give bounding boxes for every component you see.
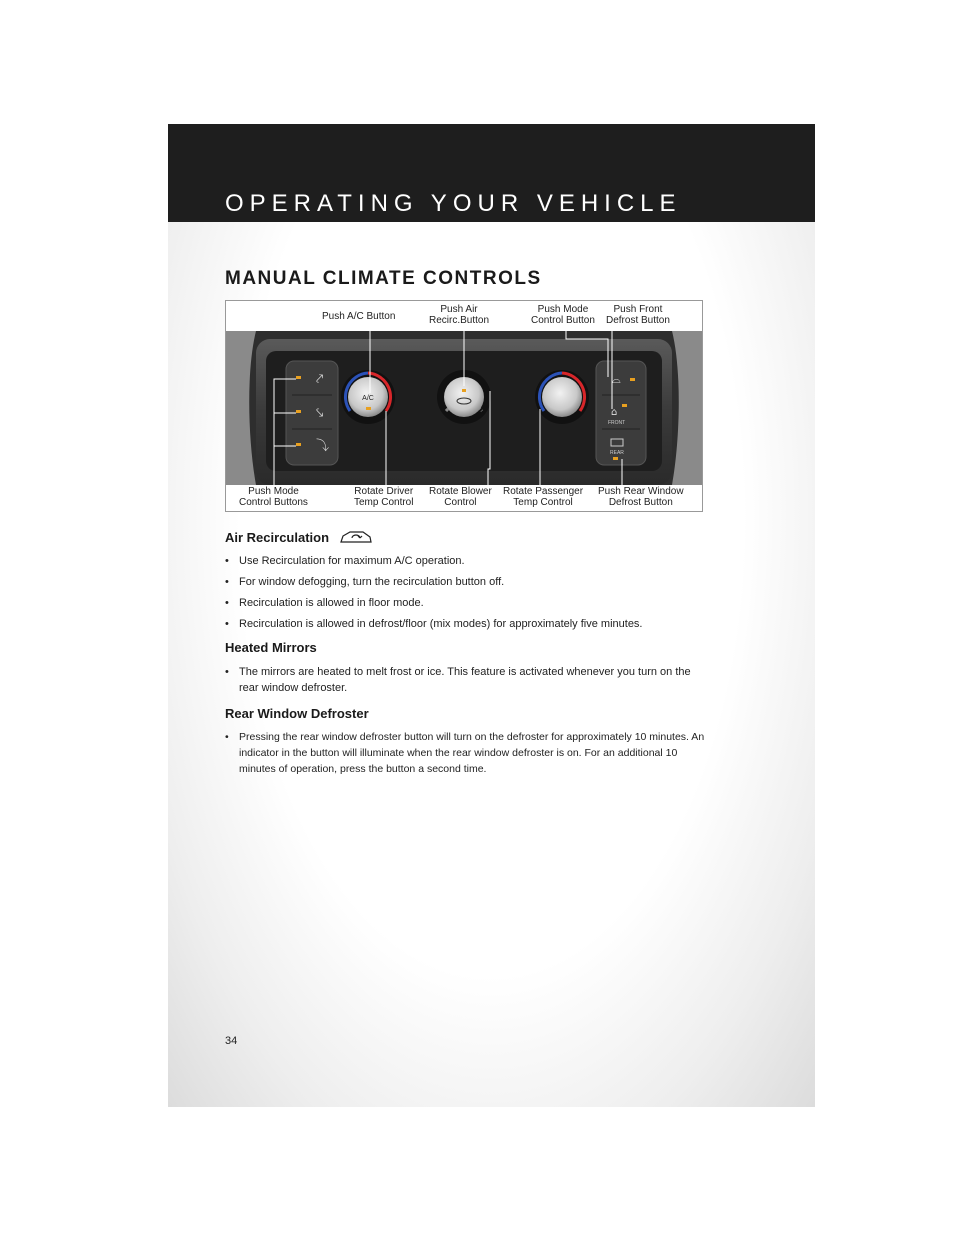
svg-text:A/C: A/C — [362, 395, 374, 402]
rear-window-defroster-list — [225, 729, 705, 777]
label-rotate-blower: Rotate Blower Control — [429, 486, 492, 508]
list-item: • Recirculation is allowed in floor mode. — [225, 595, 705, 611]
header-title: OPERATING YOUR VEHICLE — [225, 190, 682, 217]
list-item: • Recirculation is allowed in defrost/floor (mix modes) for approximately five minutes. — [225, 616, 705, 632]
page-header — [168, 124, 815, 222]
list-item: • The mirrors are heated to melt frost or ice. This feature is activated whenever you turn on the rear window defroster. — [225, 664, 705, 696]
climate-controls-figure — [225, 300, 703, 512]
label-push-rear-defrost: Push Rear Window Defrost Button — [598, 486, 684, 508]
climate-panel-illustration — [226, 331, 702, 485]
passenger-temp-knob — [535, 370, 589, 424]
label-push-mode-buttons: Push Mode Control Buttons — [239, 486, 308, 508]
label-rotate-passenger-temp: Rotate Passenger Temp Control — [503, 486, 584, 508]
svg-text:⤤: ⤤ — [316, 372, 324, 387]
svg-text:⌂: ⌂ — [611, 407, 618, 418]
manual-page — [168, 124, 815, 1107]
label-push-mode: Push Mode Control Button — [531, 304, 595, 326]
page-number: 34 — [225, 1035, 238, 1047]
defrost-buttons-right — [596, 361, 646, 465]
label-push-recirc: Push Air Recirc.Button — [429, 304, 490, 326]
list-item: • Pressing the rear window defroster button will turn on the defroster for approximately 10 minutes. An indicator in the button will illuminate when the rear window defroster is on. For an additional 10 minutes of operation, press the button a second time. — [225, 729, 705, 777]
section-title: MANUAL CLIMATE CONTROLS — [225, 268, 542, 289]
rear-window-defroster-heading: Rear Window Defroster — [225, 706, 369, 721]
list-item: • Use Recirculation for maximum A/C operation. — [225, 553, 705, 569]
svg-text:⤥: ⤥ — [316, 406, 324, 421]
label-rotate-driver-temp: Rotate Driver Temp Control — [354, 486, 414, 508]
svg-text:⌓: ⌓ — [612, 373, 621, 386]
svg-text:FRONT: FRONT — [608, 420, 626, 426]
air-recirculation-title: Air Recirculation — [225, 530, 330, 545]
heated-mirrors-heading: Heated Mirrors — [225, 640, 317, 655]
label-push-ac: Push A/C Button — [322, 311, 396, 322]
list-item: • For window defogging, turn the recirculation button off. — [225, 574, 705, 590]
svg-text:⤵: ⤵ — [316, 439, 330, 454]
svg-text:REAR: REAR — [610, 450, 624, 456]
air-recirculation-list — [225, 553, 705, 632]
recirculation-car-icon — [339, 529, 373, 545]
label-push-front-defrost: Push Front Defrost Button — [606, 304, 670, 326]
air-recirculation-heading — [225, 529, 373, 545]
driver-temp-knob — [341, 370, 395, 424]
heated-mirrors-list — [225, 664, 705, 696]
